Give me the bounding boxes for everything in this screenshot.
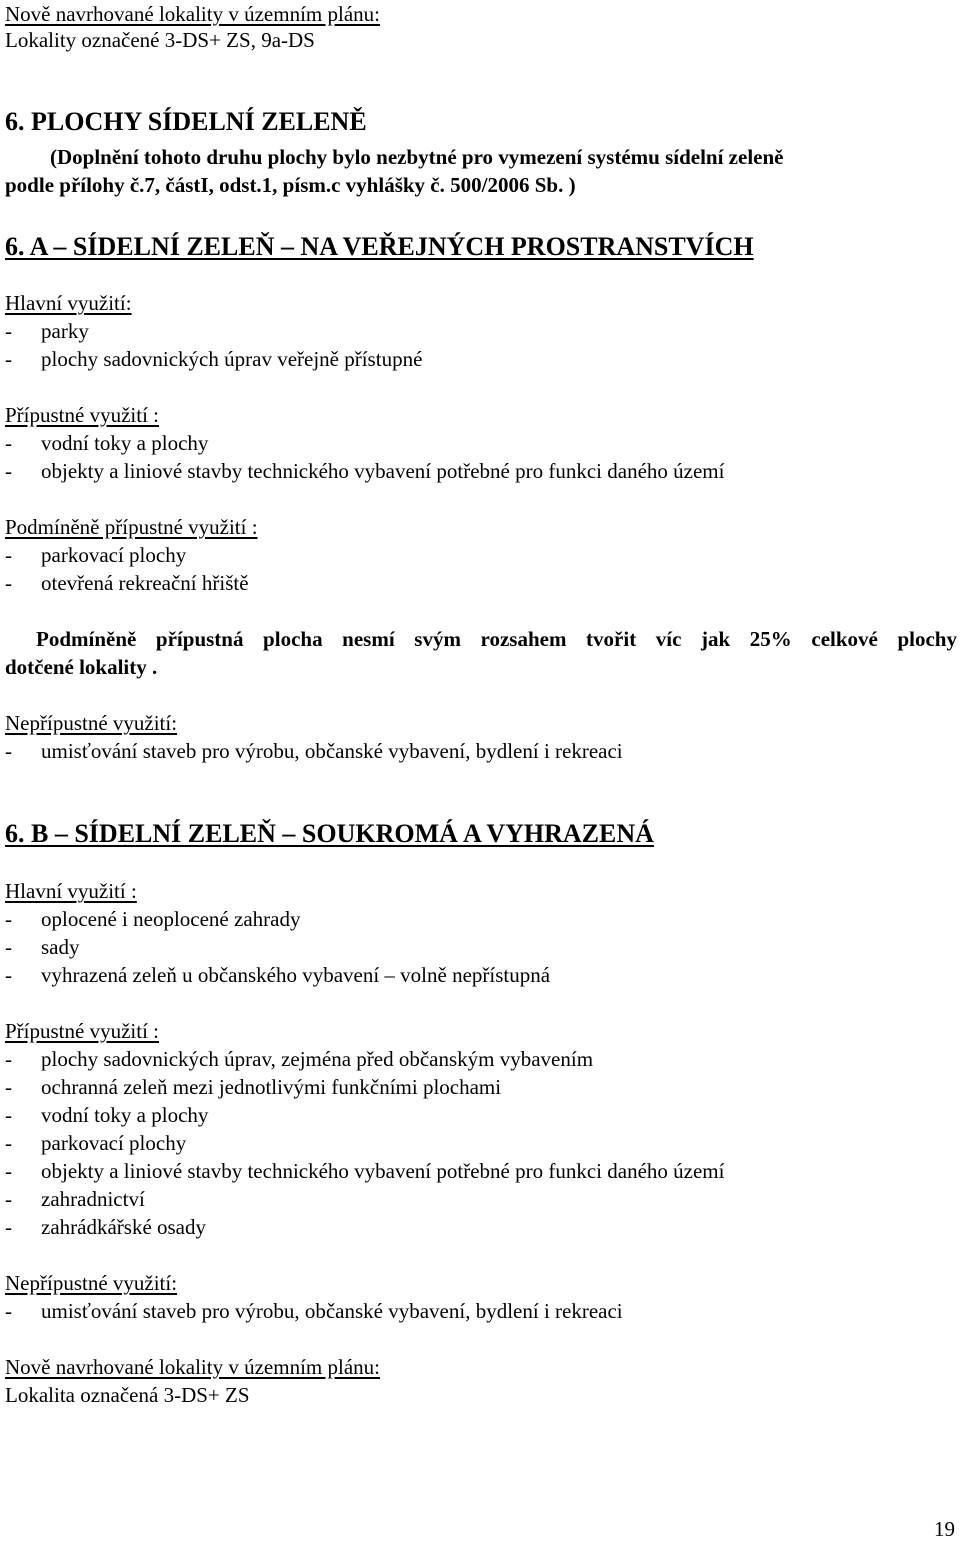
list-item: - zahradnictví (5, 1187, 145, 1211)
list-item: - parkovací plochy (5, 1131, 187, 1155)
page-number: 19 (934, 1517, 955, 1541)
list-item: - objekty a liniové stavby technického vybavení potřebné pro funkci daného území (5, 459, 725, 483)
conditional-use-label: Podmíněně přípustné využití : (5, 515, 258, 539)
footer-new-localities-label: Nově navrhované lokality v územním plánu: (5, 1355, 380, 1379)
list-item: - umisťování staveb pro výrobu, občanské vybavení, bydlení i rekreaci (5, 1299, 623, 1323)
section-6b-title: 6. B – SÍDELNÍ ZELEŇ – SOUKROMÁ A VYHRAZENÁ (5, 819, 654, 848)
section-6-title: 6. PLOCHY SÍDELNÍ ZELENĚ (5, 107, 367, 136)
main-use-label: Hlavní využití: (5, 291, 132, 315)
forbidden-use-label: Nepřípustné využití: (5, 711, 178, 735)
main-use-label: Hlavní využití : (5, 879, 137, 903)
permitted-use-label: Přípustné využití : (5, 1019, 159, 1043)
list-item: - vyhrazená zeleň u občanského vybavení – volně nepřístupná (5, 963, 551, 987)
new-localities-label: Nově navrhované lokality v územním plánu: (5, 2, 380, 26)
section-6-note-line-1: (Doplnění tohoto druhu plochy bylo nezbytné pro vymezení systému sídelní zeleně (50, 145, 784, 169)
footer-locality-text: Lokalita označená 3-DS+ ZS (5, 1383, 250, 1407)
forbidden-use-label: Nepřípustné využití: (5, 1271, 178, 1295)
list-item: - sady (5, 935, 80, 959)
condition-line-2: dotčené lokality . (5, 655, 158, 679)
list-item: - zahrádkářské osady (5, 1215, 207, 1239)
section-6a-title: 6. A – SÍDELNÍ ZELEŇ – NA VEŘEJNÝCH PROSTRANSTVÍCH (5, 232, 754, 261)
section-6-note-line-2: podle přílohy č.7, částI, odst.1, písm.c vyhlášky č. 500/2006 Sb. ) (5, 173, 576, 197)
condition-line-1: Podmíněně přípustná plocha nesmí svým rozsahem tvořit víc jak 25% celkové plochy (36, 627, 957, 651)
list-item: - ochranná zeleň mezi jednotlivými funkčními plochami (5, 1075, 502, 1099)
list-item: - umisťování staveb pro výrobu, občanské vybavení, bydlení i rekreaci (5, 739, 623, 763)
list-item: - plochy sadovnických úprav veřejně přístupné (5, 347, 423, 371)
list-item: - vodní toky a plochy (5, 431, 209, 455)
localities-text: Lokality označené 3-DS+ ZS, 9a-DS (5, 28, 315, 52)
list-item: - objekty a liniové stavby technického vybavení potřebné pro funkci daného území (5, 1159, 725, 1183)
list-item: - vodní toky a plochy (5, 1103, 209, 1127)
list-item: - otevřená rekreační hřiště (5, 571, 249, 595)
list-item: - oplocené i neoplocené zahrady (5, 907, 301, 931)
list-item: - plochy sadovnických úprav, zejména před občanským vybavením (5, 1047, 594, 1071)
list-item: - parky (5, 319, 89, 343)
list-item: - parkovací plochy (5, 543, 187, 567)
permitted-use-label: Přípustné využití : (5, 403, 159, 427)
